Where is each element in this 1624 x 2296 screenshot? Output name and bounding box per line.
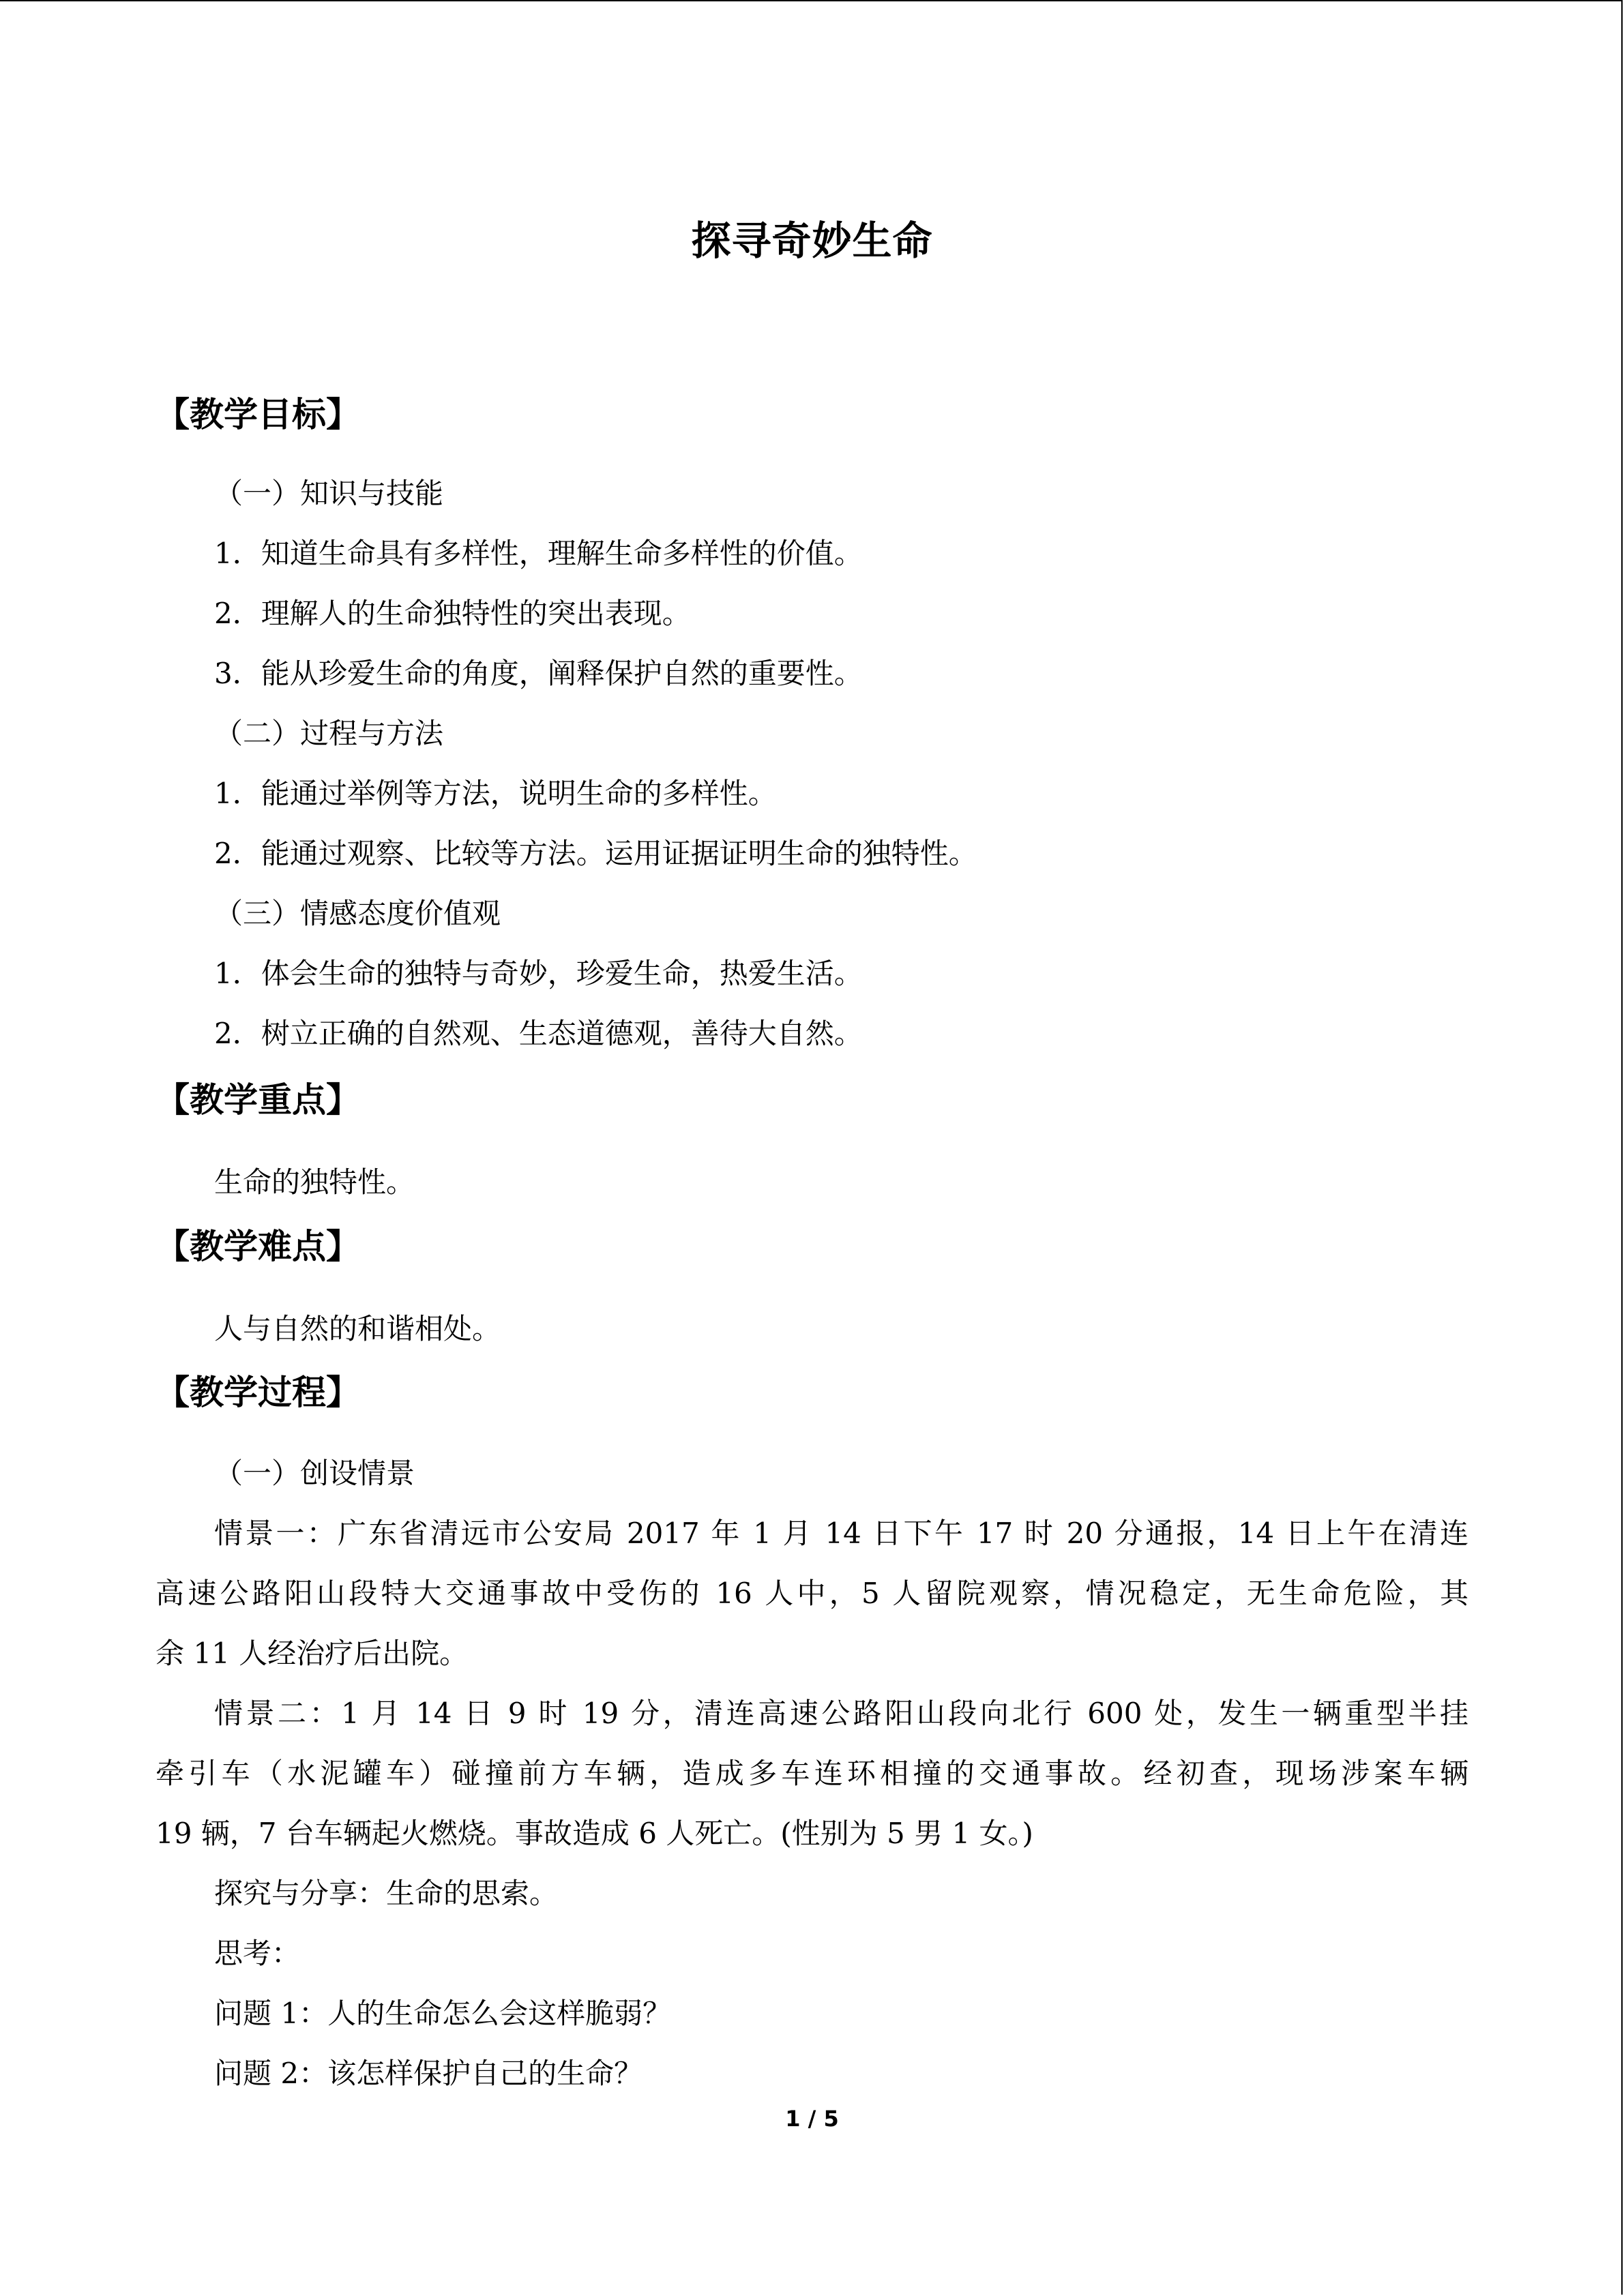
scene2-line-3: 19 辆，7 台车辆起火燃烧。事故造成 6 人死亡。(性别为 5 男 1 女。): [156, 1817, 1033, 1850]
document-title: 探寻奇妙生命: [691, 218, 933, 264]
objectives-knowledge-item-1: 1．知道生命具有多样性，理解生命多样性的价值。: [214, 537, 863, 570]
think-label: 思考：: [214, 1937, 301, 1970]
explore-share-text: 探究与分享：生命的思索。: [214, 1877, 559, 1910]
section-heading-key-points: 【教学重点】: [156, 1080, 360, 1120]
objectives-subheading-knowledge: （一）知识与技能: [214, 477, 444, 510]
objectives-knowledge-item-2: 2．理解人的生命独特性的突出表现。: [214, 597, 691, 630]
section-heading-process: 【教学过程】: [156, 1373, 360, 1412]
objectives-values-item-2: 2．树立正确的自然观、生态道德观，善待大自然。: [214, 1017, 863, 1050]
scene1-line-3: 余 11 人经治疗后出院。: [156, 1637, 469, 1670]
scene1-line-1: 情景一：广东省清远市公安局 2017 年 1 月 14 日下午 17 时 20 分通报，14 日上午在清连: [214, 1517, 1468, 1550]
objectives-knowledge-item-3: 3．能从珍爱生命的角度，阐释保护自然的重要性。: [214, 657, 863, 690]
question-1: 问题 1：人的生命怎么会这样脆弱？: [214, 1997, 672, 2030]
process-subheading-scenario: （一）创设情景: [214, 1457, 415, 1490]
objectives-values-item-1: 1．体会生命的独特与奇妙，珍爱生命，热爱生活。: [214, 957, 863, 990]
objectives-process-item-1: 1．能通过举例等方法，说明生命的多样性。: [214, 777, 777, 810]
scene2-line-2: 牵引车（水泥罐车）碰撞前方车辆，造成多车连环相撞的交通事故。经初查，现场涉案车辆: [156, 1757, 1468, 1790]
objectives-subheading-values: （三）情感态度价值观: [214, 897, 501, 930]
page-number: 1 / 5: [785, 2106, 839, 2132]
section-heading-difficulties: 【教学难点】: [156, 1227, 360, 1266]
difficulties-text: 人与自然的和谐相处。: [214, 1312, 501, 1345]
objectives-subheading-process: （二）过程与方法: [214, 717, 444, 750]
question-2: 问题 2：该怎样保护自己的生命？: [214, 2057, 643, 2090]
scene1-line-2: 高速公路阳山段特大交通事故中受伤的 16 人中，5 人留院观察，情况稳定，无生命危险，其: [156, 1577, 1468, 1610]
key-points-text: 生命的独特性。: [214, 1165, 415, 1199]
scene2-line-1: 情景二：1 月 14 日 9 时 19 分，清连高速公路阳山段向北行 600 处，发生一辆重型半挂: [214, 1697, 1468, 1730]
section-heading-objectives: 【教学目标】: [156, 395, 360, 434]
objectives-process-item-2: 2．能通过观察、比较等方法。运用证据证明生命的独特性。: [214, 837, 977, 870]
